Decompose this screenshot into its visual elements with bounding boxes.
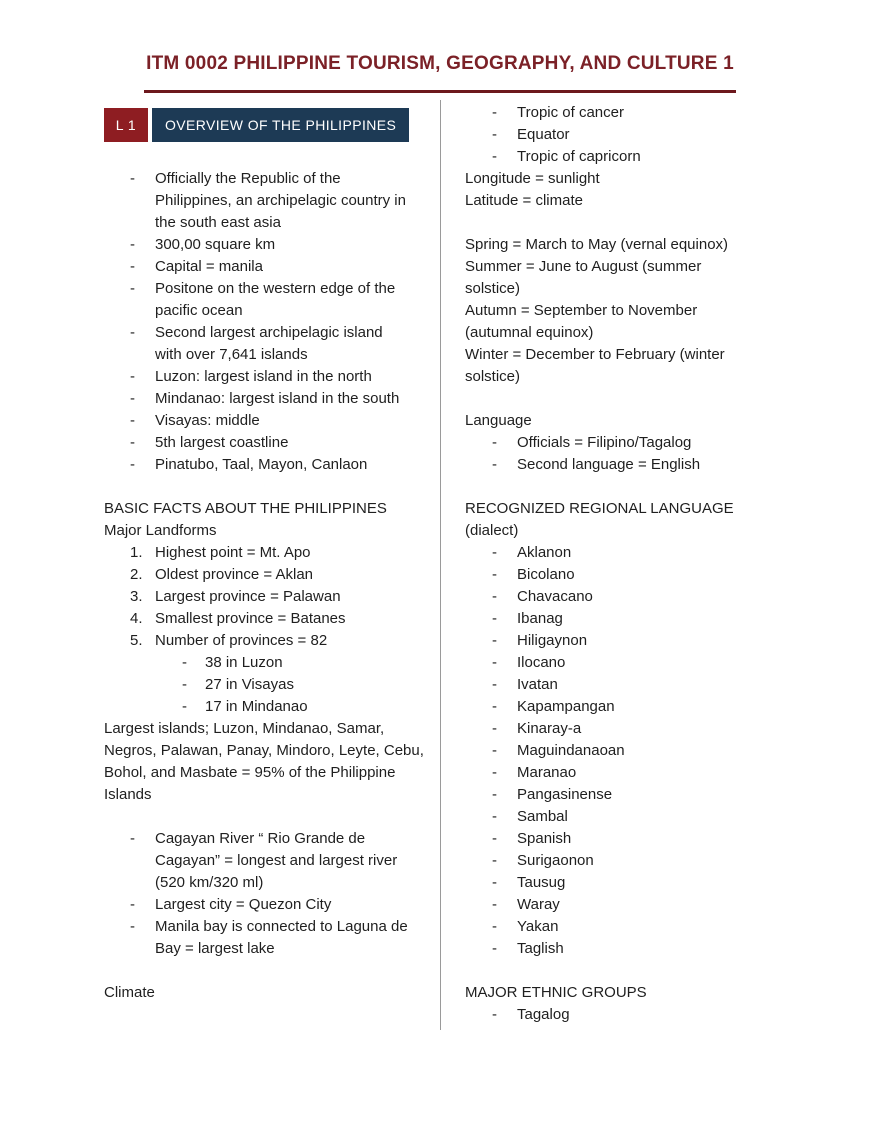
longitude-line: Longitude = sunlight [465,170,600,187]
tropics-bullet-list [465,102,751,168]
language-bullet-list [465,432,751,476]
ethnic-groups-heading: MAJOR ETHNIC GROUPS [465,984,647,1001]
bullet-item: - Tausug [465,872,751,894]
numbered-item: Smallest province = Batanes [155,610,346,627]
bullet-item: - Maguindanaoan [465,740,751,762]
largest-islands-paragraph: Largest islands; Luzon, Mindanao, Samar, Negros, Palawan, Panay, Mindoro, Leyte, Cebu, Bohol, and Masbate = 95% of the Philippine Islands [104,720,424,803]
lesson-header [104,108,440,142]
overview-bullet-list [104,168,440,476]
bullet-item: - Surigaonon [465,850,751,872]
bullet-item: - Ibanag [465,608,751,630]
column-divider [440,100,441,1030]
season-line: Autumn = September to November (autumnal equinox) [465,302,698,341]
bullet-item: - Waray [465,894,751,916]
title-underline [144,90,736,93]
seasons-list [465,234,751,388]
bullet-item: - Second language = English [465,454,751,476]
language-heading: Language [465,412,532,429]
bullet-item: - Pangasinense [465,784,751,806]
numbered-item: Oldest province = Aklan [155,566,314,583]
dialect-bullet-list [465,542,751,960]
lesson-title-badge: OVERVIEW OF THE PHILIPPINES [152,108,409,142]
bullet-item: - Bicolano [465,564,751,586]
bullet-item: - Manila bay is connected to Laguna de Bay = largest lake [104,916,410,960]
bullet-item: - Spanish [465,828,751,850]
climate-heading: Climate [104,984,155,1001]
bullet-item: - Pinatubo, Taal, Mayon, Canlaon [104,454,410,476]
bullet-item: - Mindanao: largest island in the south [104,388,410,410]
bullet-item: - Hiligaynon [465,630,751,652]
bullet-item: - Officially the Republic of the Philippines, an archipelagic country in the south east asia [104,168,410,234]
bullet-item: - Largest city = Quezon City [104,894,410,916]
latitude-line: Latitude = climate [465,192,583,209]
numbered-item: Number of provinces = 82 [155,632,328,649]
bullet-item: - Aklanon [465,542,751,564]
bullet-item: - Maranao [465,762,751,784]
basic-facts-heading: BASIC FACTS ABOUT THE PHILIPPINES [104,500,387,517]
left-column [104,108,440,1026]
landforms-numbered-list [104,542,440,652]
sub-bullet-item: - 38 in Luzon [104,652,440,674]
bullet-item: - Cagayan River “ Rio Grande de Cagayan” = longest and largest river (520 km/320 ml) [104,828,410,894]
bullet-item: - Equator [465,124,751,146]
sub-bullet-item: - 27 in Visayas [104,674,440,696]
bullet-item: - Luzon: largest island in the north [104,366,410,388]
sub-bullet-item: - 17 in Mindanao [104,696,440,718]
numbered-item: Highest point = Mt. Apo [155,544,311,561]
bullet-item: - 300,00 square km [104,234,410,256]
bullet-item: - Second largest archipelagic island with over 7,641 islands [104,322,410,366]
regional-language-heading: RECOGNIZED REGIONAL LANGUAGE (dialect) [465,500,734,539]
season-line: Summer = June to August (summer solstice) [465,258,702,297]
bullet-item: - Tagalog [465,1004,751,1026]
water-bullet-list [104,828,440,960]
page-title: ITM 0002 PHILIPPINE TOURISM, GEOGRAPHY, AND CULTURE 1 [146,53,734,74]
season-line: Spring = March to May (vernal equinox) [465,236,729,253]
bullet-item: - Sambal [465,806,751,828]
bullet-item: - Officials = Filipino/Tagalog [465,432,751,454]
bullet-item: - Positone on the western edge of the pacific ocean [104,278,410,322]
bullet-item: - 5th largest coastline [104,432,410,454]
bullet-item: - Taglish [465,938,751,960]
bullet-item: - Ivatan [465,674,751,696]
lesson-number-badge: L 1 [104,108,148,142]
bullet-item: - Ilocano [465,652,751,674]
right-column [440,102,751,1026]
numbered-item: Largest province = Palawan [155,588,341,605]
bullet-item: - Tropic of capricorn [465,146,751,168]
bullet-item: - Tropic of cancer [465,102,751,124]
ethnic-bullet-list [465,1004,751,1026]
bullet-item: - Kinaray-a [465,718,751,740]
province-breakdown-list [104,652,440,718]
bullet-item: - Chavacano [465,586,751,608]
bullet-item: - Visayas: middle [104,410,410,432]
landforms-heading: Major Landforms [104,522,217,539]
bullet-item: - Yakan [465,916,751,938]
bullet-item: - Capital = manila [104,256,410,278]
season-line: Winter = December to February (winter solstice) [465,346,725,385]
bullet-item: - Kapampangan [465,696,751,718]
